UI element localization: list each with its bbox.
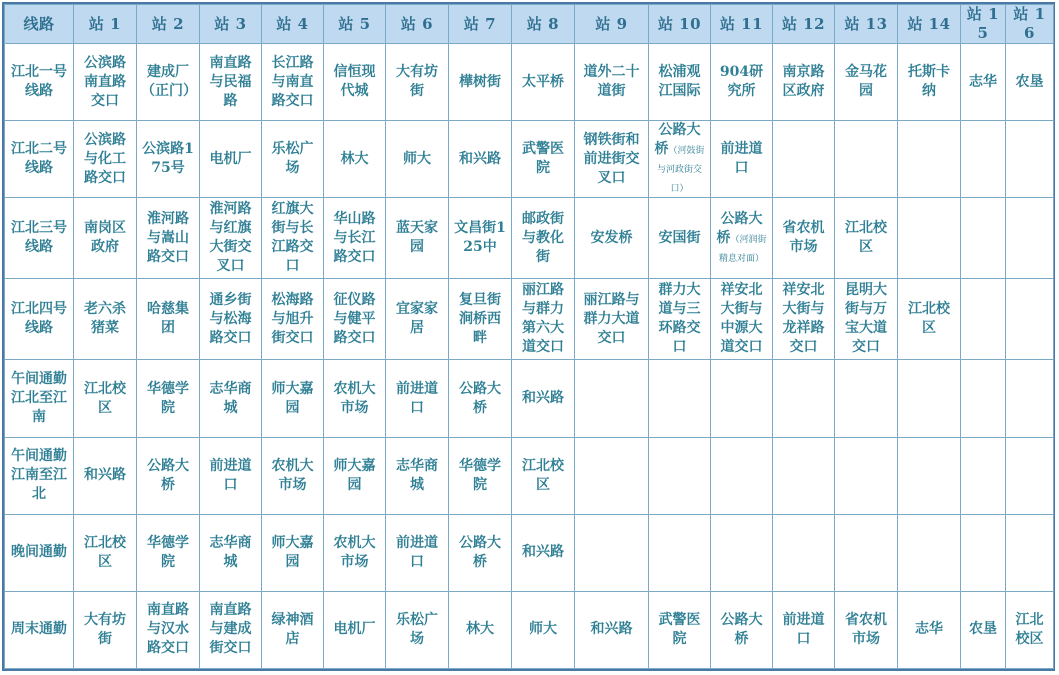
stop-cell: 南岗区政府 [74,198,137,279]
stop-cell [1006,514,1054,591]
stop-cell: 昆明大街与万宝大道交口 [835,279,898,360]
stop-cell: 和兴路 [512,514,575,591]
stop-cell: 信恒现代城 [324,44,386,121]
header-stop-14: 站 14 [898,5,961,44]
stop-cell [1006,360,1054,437]
stop-cell: 江北校区 [1006,591,1054,668]
header-stop-12: 站 12 [773,5,835,44]
stop-cell [961,198,1006,279]
header-stop-1: 站 1 [74,5,137,44]
stop-cell: 群力大道与三环路交口 [649,279,711,360]
header-stop-5: 站 5 [324,5,386,44]
table-header [5,5,1054,44]
stop-cell: 志华商城 [200,514,262,591]
stop-cell: 师大 [512,591,575,668]
table-body [5,44,1054,669]
stop-cell: 安发桥 [575,198,649,279]
stop-cell: 淮河路与红旗大街交叉口 [200,198,262,279]
stop-cell [649,121,711,198]
stop-cell [1006,437,1054,514]
stop-cell: 托斯卡纳 [898,44,961,121]
stop-cell [773,360,835,437]
stop-cell: 太平桥 [512,44,575,121]
stop-cell [961,279,1006,360]
stop-cell: 公路大桥 [449,514,512,591]
stop-name: 公路大桥 [654,122,701,158]
table-row [5,591,1054,668]
stop-cell: 前进道口 [386,514,449,591]
stop-cell: 前进道口 [773,591,835,668]
stop-cell: 乐松广场 [262,121,324,198]
stop-cell: 淮河路与嵩山路交口 [137,198,200,279]
stop-cell: 蓝天家园 [386,198,449,279]
table-row [5,437,1054,514]
table-row [5,121,1054,198]
stop-cell [649,437,711,514]
stop-cell: 公滨路南直路交口 [74,44,137,121]
stop-cell: 农机大市场 [262,437,324,514]
stop-cell [961,121,1006,198]
stop-cell: 电机厂 [324,591,386,668]
stop-cell: 南直路与建成街交口 [200,591,262,668]
stop-cell: 南直路与汉水路交口 [137,591,200,668]
stop-note: （河润街精息对面） [718,234,767,264]
stop-cell: 志华 [961,44,1006,121]
stop-cell: 江北校区 [898,279,961,360]
stop-cell: 征仪路与健平路交口 [324,279,386,360]
header-stop-13: 站 13 [835,5,898,44]
stop-name: 公路大桥 [716,210,763,246]
stop-cell: 邮政街与教化街 [512,198,575,279]
stop-cell [575,514,649,591]
stop-cell [898,198,961,279]
stop-cell: 志华商城 [386,437,449,514]
header-line: 线路 [5,5,74,44]
header-stop-2: 站 2 [137,5,200,44]
stop-cell: 林大 [449,591,512,668]
stop-cell: 安国街 [649,198,711,279]
stop-cell: 省农机市场 [835,591,898,668]
table-row [5,198,1054,279]
bus-route-table [4,4,1054,669]
table-row [5,360,1054,437]
stop-cell: 农垦 [961,591,1006,668]
stop-note: （河鼓街与河政街交口） [656,146,705,195]
header-stop-16: 站 16 [1006,5,1054,44]
header-stop-15: 站 15 [961,5,1006,44]
stop-cell [1006,279,1054,360]
line-name-cell: 午间通勤江南至江北 [5,437,74,514]
line-name-cell: 江北一号线路 [5,44,74,121]
table-row [5,44,1054,121]
stop-cell: 复旦街涧桥西畔 [449,279,512,360]
stop-cell: 和兴路 [74,437,137,514]
stop-cell [835,437,898,514]
stop-cell: 前进道口 [200,437,262,514]
stop-cell: 道外二十道街 [575,44,649,121]
stop-cell: 武警医院 [649,591,711,668]
stop-cell: 江北校区 [74,360,137,437]
header-stop-9: 站 9 [575,5,649,44]
stop-cell: 樺树街 [449,44,512,121]
stop-cell [773,514,835,591]
stop-cell [711,360,773,437]
stop-cell: 丽江路与群力大道交口 [575,279,649,360]
stop-cell: 武警医院 [512,121,575,198]
stop-cell: 老六杀猪菜 [74,279,137,360]
stop-cell: 江北校区 [512,437,575,514]
stop-cell [961,360,1006,437]
stop-cell [773,437,835,514]
stop-cell: 祥安北大街与中源大道交口 [711,279,773,360]
stop-cell: 红旗大街与长江路交口 [262,198,324,279]
header-stop-10: 站 10 [649,5,711,44]
stop-cell [835,121,898,198]
header-stop-6: 站 6 [386,5,449,44]
stop-cell [711,514,773,591]
stop-cell: 华山路与长江路交口 [324,198,386,279]
stop-cell [1006,198,1054,279]
stop-cell: 林大 [324,121,386,198]
line-name-cell: 午间通勤江北至江南 [5,360,74,437]
stop-cell [711,198,773,279]
header-stop-11: 站 11 [711,5,773,44]
stop-cell: 公滨路175号 [137,121,200,198]
stop-cell: 师大嘉园 [262,360,324,437]
stop-cell: 祥安北大街与龙祥路交口 [773,279,835,360]
stop-cell: 通乡街与松海路交口 [200,279,262,360]
stop-cell: 宜家家居 [386,279,449,360]
stop-cell: 和兴路 [575,591,649,668]
stop-cell: 华德学院 [137,360,200,437]
stop-cell: 金马花园 [835,44,898,121]
stop-cell: 904研究所 [711,44,773,121]
header-row [5,5,1054,44]
stop-cell: 大有坊街 [74,591,137,668]
stop-cell [649,514,711,591]
stop-cell: 松海路与旭升街交口 [262,279,324,360]
stop-cell [898,360,961,437]
stop-cell: 江北校区 [74,514,137,591]
stop-cell: 前进道口 [386,360,449,437]
stop-cell: 大有坊街 [386,44,449,121]
stop-cell: 农垦 [1006,44,1054,121]
stop-cell [961,437,1006,514]
stop-cell: 松浦观江国际 [649,44,711,121]
stop-cell: 丽江路与群力第六大道交口 [512,279,575,360]
stop-cell: 绿神酒店 [262,591,324,668]
stop-cell: 师大嘉园 [262,514,324,591]
line-name-cell: 江北二号线路 [5,121,74,198]
stop-cell: 建成厂（正门） [137,44,200,121]
line-name-cell: 江北三号线路 [5,198,74,279]
stop-cell [961,514,1006,591]
stop-cell: 乐松广场 [386,591,449,668]
stop-cell [835,360,898,437]
stop-cell [898,437,961,514]
stop-cell: 前进道口 [711,121,773,198]
header-stop-4: 站 4 [262,5,324,44]
header-stop-8: 站 8 [512,5,575,44]
stop-cell: 长江路与南直路交口 [262,44,324,121]
line-name-cell: 江北四号线路 [5,279,74,360]
stop-cell: 公滨路与化工路交口 [74,121,137,198]
stop-cell: 公路大桥 [137,437,200,514]
stop-cell [711,437,773,514]
stop-cell: 农机大市场 [324,514,386,591]
stop-cell: 电机厂 [200,121,262,198]
stop-cell: 和兴路 [449,121,512,198]
stop-cell [1006,121,1054,198]
stop-cell [898,121,961,198]
stop-cell [649,360,711,437]
route-table-frame [2,2,1055,671]
stop-cell: 师大 [386,121,449,198]
stop-cell [835,514,898,591]
stop-cell: 南京路区政府 [773,44,835,121]
stop-cell: 师大嘉园 [324,437,386,514]
stop-cell [773,121,835,198]
stop-cell: 哈慈集团 [137,279,200,360]
stop-cell: 公路大桥 [711,591,773,668]
stop-cell [898,514,961,591]
stop-cell: 农机大市场 [324,360,386,437]
stop-cell: 华德学院 [449,437,512,514]
stop-cell: 和兴路 [512,360,575,437]
table-row [5,514,1054,591]
stop-cell: 公路大桥 [449,360,512,437]
stop-cell: 南直路与民福路 [200,44,262,121]
line-name-cell: 周末通勤 [5,591,74,668]
line-name-cell: 晚间通勤 [5,514,74,591]
stop-cell: 钢铁街和前进街交叉口 [575,121,649,198]
stop-cell: 志华 [898,591,961,668]
stop-cell: 文昌街125中 [449,198,512,279]
stop-cell [575,437,649,514]
stop-cell: 华德学院 [137,514,200,591]
stop-cell [575,360,649,437]
stop-cell: 省农机市场 [773,198,835,279]
stop-cell: 志华商城 [200,360,262,437]
table-row [5,279,1054,360]
header-stop-7: 站 7 [449,5,512,44]
header-stop-3: 站 3 [200,5,262,44]
stop-cell: 江北校区 [835,198,898,279]
